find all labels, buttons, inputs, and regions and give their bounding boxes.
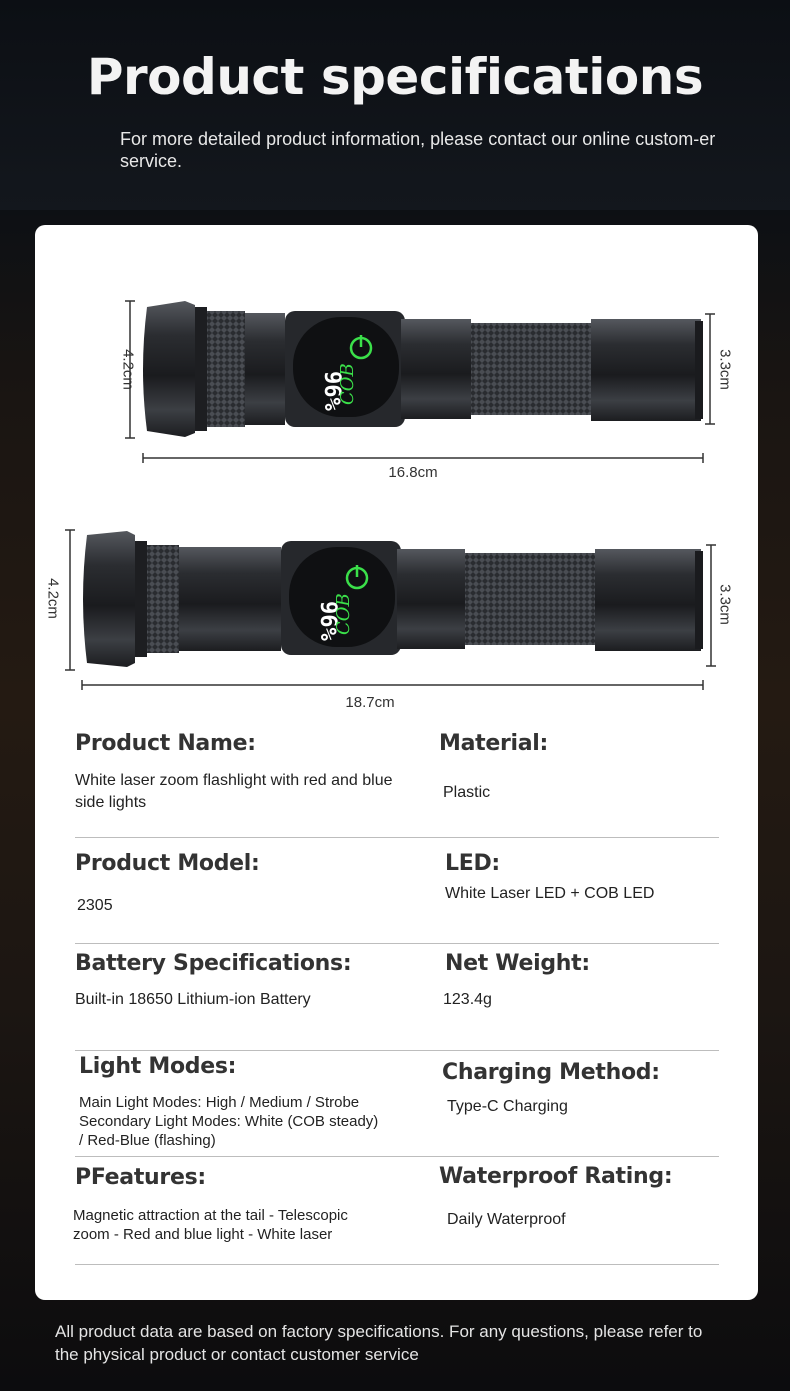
waterproof-label: Waterproof Rating: xyxy=(439,1164,673,1189)
led-label: LED: xyxy=(445,851,500,876)
footer-line: All product data are based on factory specifications. For any questions, please refer to xyxy=(55,1322,703,1341)
light-modes-label: Light Modes: xyxy=(79,1054,237,1079)
flashlight-image-short xyxy=(35,225,758,495)
display-mode-long: COB xyxy=(333,593,354,635)
light-modes-line: Main Light Modes: High / Medium / Strobe xyxy=(79,1094,360,1111)
material-label: Material: xyxy=(439,731,549,756)
light-modes-value xyxy=(79,1093,419,1150)
features-value xyxy=(73,1206,413,1244)
footer-line: the physical product or contact customer service xyxy=(55,1345,419,1364)
footer-note xyxy=(55,1320,755,1366)
display-mode-short: COB xyxy=(337,363,358,405)
features-label: PFeatures: xyxy=(75,1165,206,1190)
product-name-value: White laser zoom flashlight with red and blue side lights xyxy=(75,772,393,811)
length-long: 18.7cm xyxy=(345,694,395,711)
display-percent-short: 96% xyxy=(319,371,344,411)
header xyxy=(0,0,790,210)
length-short: 16.8cm xyxy=(388,464,438,481)
material-value: Plastic xyxy=(443,784,491,801)
product-name-label: Product Name: xyxy=(75,731,256,756)
display-percent-long: 96% xyxy=(315,601,340,641)
battery-value: Built-in 18650 Lithium-ion Battery xyxy=(75,991,311,1008)
page-title: Product specifications xyxy=(86,48,704,106)
features-line: zoom - Red and blue light - White laser xyxy=(73,1226,333,1243)
tail-diameter-short: 3.3cm xyxy=(716,349,734,390)
charging-label: Charging Method: xyxy=(442,1060,660,1085)
battery-label: Battery Specifications: xyxy=(75,951,352,976)
light-modes-line: / Red-Blue (flashing) xyxy=(79,1132,216,1149)
product-model-value: 2305 xyxy=(77,897,113,914)
divider xyxy=(75,1264,719,1265)
page-subtitle: For more detailed product information, please contact our online custom-er service. xyxy=(120,129,716,171)
tail-diameter-long: 3.3cm xyxy=(716,584,734,625)
head-diameter-short: 4.2cm xyxy=(119,349,137,390)
charging-value: Type-C Charging xyxy=(447,1098,568,1115)
flashlight-image-long xyxy=(35,515,758,715)
led-value: White Laser LED + COB LED xyxy=(445,885,655,902)
spec-card xyxy=(35,225,758,1300)
waterproof-value: Daily Waterproof xyxy=(447,1211,566,1228)
product-model-label: Product Model: xyxy=(75,851,260,876)
divider xyxy=(75,1050,719,1051)
divider xyxy=(75,943,719,944)
divider xyxy=(75,837,719,838)
divider xyxy=(75,1156,719,1157)
net-weight-label: Net Weight: xyxy=(445,951,590,976)
head-diameter-long: 4.2cm xyxy=(44,578,62,619)
features-line: Magnetic attraction at the tail - Telescopic xyxy=(73,1207,348,1224)
net-weight-value: 123.4g xyxy=(443,991,492,1008)
light-modes-line: Secondary Light Modes: White (COB steady) xyxy=(79,1113,379,1130)
